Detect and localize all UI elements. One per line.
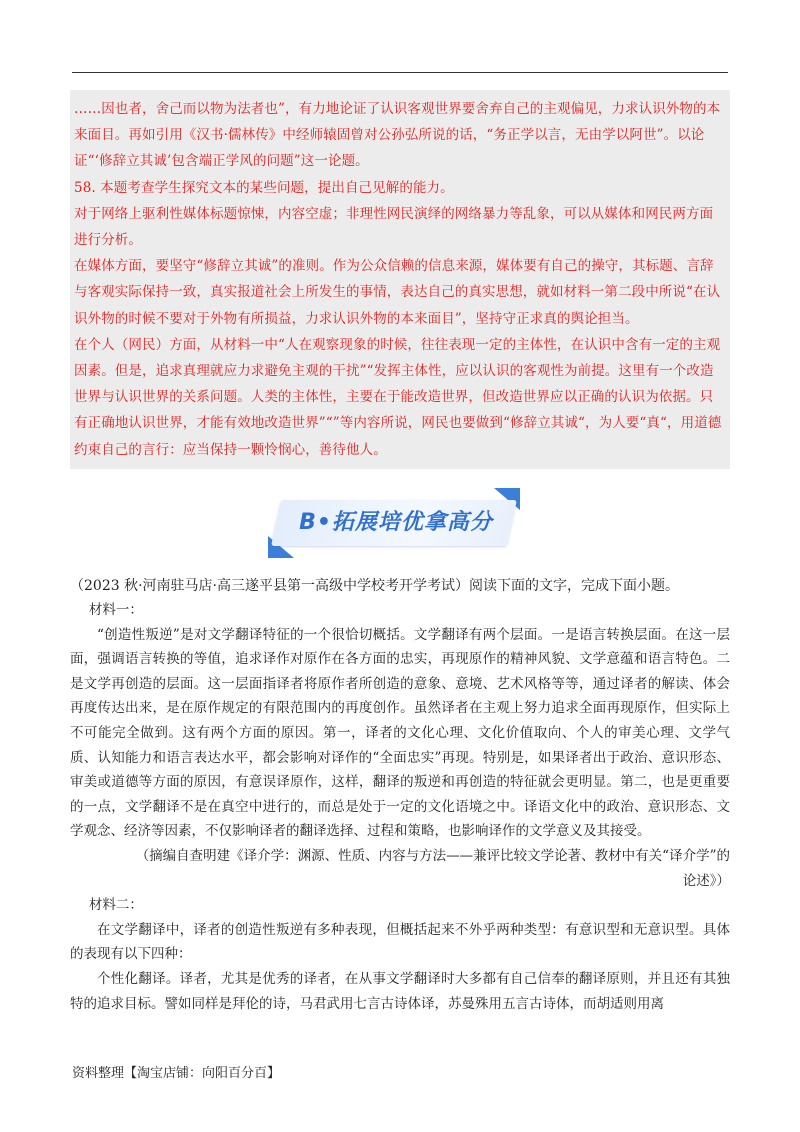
material-one-source: （摘编自查明建《译介学：渊源、性质、内容与方法——兼评比较文学论著、教材中有关“译介学”的论述》） — [135, 847, 730, 889]
material-one — [70, 598, 730, 1016]
page-footer: 资料整理【淘宝店铺：向阳百分百】 — [72, 1066, 281, 1081]
answer-paragraph: 在个人（网民）方面，从材料一中“人在观察现象的时候，往往表现一定的主体性，在认识中含有一定的主观因素。但是，追求真理就应力求避免主观的干扰”“发挥主体性，应以认识的客观性为前提。这里有一个改造世界与认识世界的关系问题。人类的主体性，主要在于能改造世界，但改造世界应以正确的认识为依据。只有正确地认识世界，才能有效地改造世界”“”等内容所说，网民也要做到“修辞立其诚“，为人要“真“，用道德约束自己的言行：应当保持一颗怜悯心，善待他人。 — [74, 336, 722, 458]
material-two-paragraph: 个性化翻译。译者，尤其是优秀的译者，在从事文学翻译时大多都有自己信奉的翻译原则，并且还有其独特的追求目标。譬如同样是拜伦的诗，马君武用七言古诗体译，苏曼殊用五言古诗体，而胡适则用离 — [70, 970, 730, 1012]
answer-explanation-block — [70, 90, 730, 469]
material-two-paragraph: 在文学翻译中，译者的创造性叛逆有多种表现，但概括起来不外乎两种类型：有意识型和无意识型。具体的表现有以下四种： — [70, 921, 730, 963]
answer-paragraph: 在媒体方面，要坚守“修辞立其诚”的准则。作为公众信赖的信息来源，媒体要有自己的操守，其标题、言辞与客观实际保持一致，真实报道社会上所发生的事情，表达自己的真实思想，就如材料一第二段中所说“在认识外物的时候不要对于外物有所损益，力求认识外物的本来面目”，坚持守正求真的舆论担当。 — [74, 258, 721, 327]
question-intro: （2023 秋·河南驻马店·高三遂平县第一高级中学校考开学考试）阅读下面的文字，完成下面小题。 — [70, 578, 679, 594]
answer-paragraph: 对于网络上驱利性媒体标题惊悚，内容空虚；非理性网民演绎的网络暴力等乱象，可以从媒体和网民两方面进行分析。 — [74, 205, 714, 249]
answer-paragraph: 58. 本题考查学生探究文本的某些问题，提出自己见解的能力。 — [74, 179, 454, 196]
section-banner — [268, 488, 538, 558]
header-rule — [72, 72, 728, 73]
section-title: B•拓展培优拿高分 — [299, 510, 493, 535]
material-one-text: “创造性叛逆”是对文学翻译特征的一个很恰切概括。文学翻译有两个层面。一是语言转换层面。在这一层面，强调语言转换的等值，追求译作对原作在各方面的忠实，再现原作的精神风貌、文学意蕴和语言特色。二是文学再创造的层面。这一层面指译者将原作者所创造的意象、意境、艺术风格等等，通过译者的解读、体会再度传达出来，是在原作规定的有限范围内的再度创作。虽然译者在主观上努力追求全面再现原作，但实际上不可能完全做到。这有两个方面的原因。第一，译者的文化心理、文化价值取向、个人的审美心理、文学气质、认知能力和语言表达水平，都会影响对译作的“全面忠实”再现。特别是，如果译者出于政治、意识形态、审美或道德等方面的原因，有意误译原作，这样，翻译的叛逆和再创造的特征就会更明显。第二，也是更重要的一点，文学翻译不是在真空中进行的，而总是处于一定的文化语境之中。译语文化中的政治、意识形态、文学观念、经济等因素，不仅影响译者的翻译选择、过程和策略，也影响译作的文学意义及其接受。 — [70, 626, 730, 840]
material-two-label: 材料二： — [88, 897, 143, 914]
answer-paragraph: ……因也者，舍己而以物为法者也”，有力地论证了认识客观世界要舍弃自己的主观偏见，力求认识外物的本来面目。再如引用《汉书·儒林传》中经师辕固曾对公孙弘所说的话，“务正学以言，无由学以阿世”。以论证“‘修辞立其诚’包含端正学风的问题”这一论题。 — [74, 101, 721, 170]
material-one-label: 材料一： — [88, 602, 143, 618]
